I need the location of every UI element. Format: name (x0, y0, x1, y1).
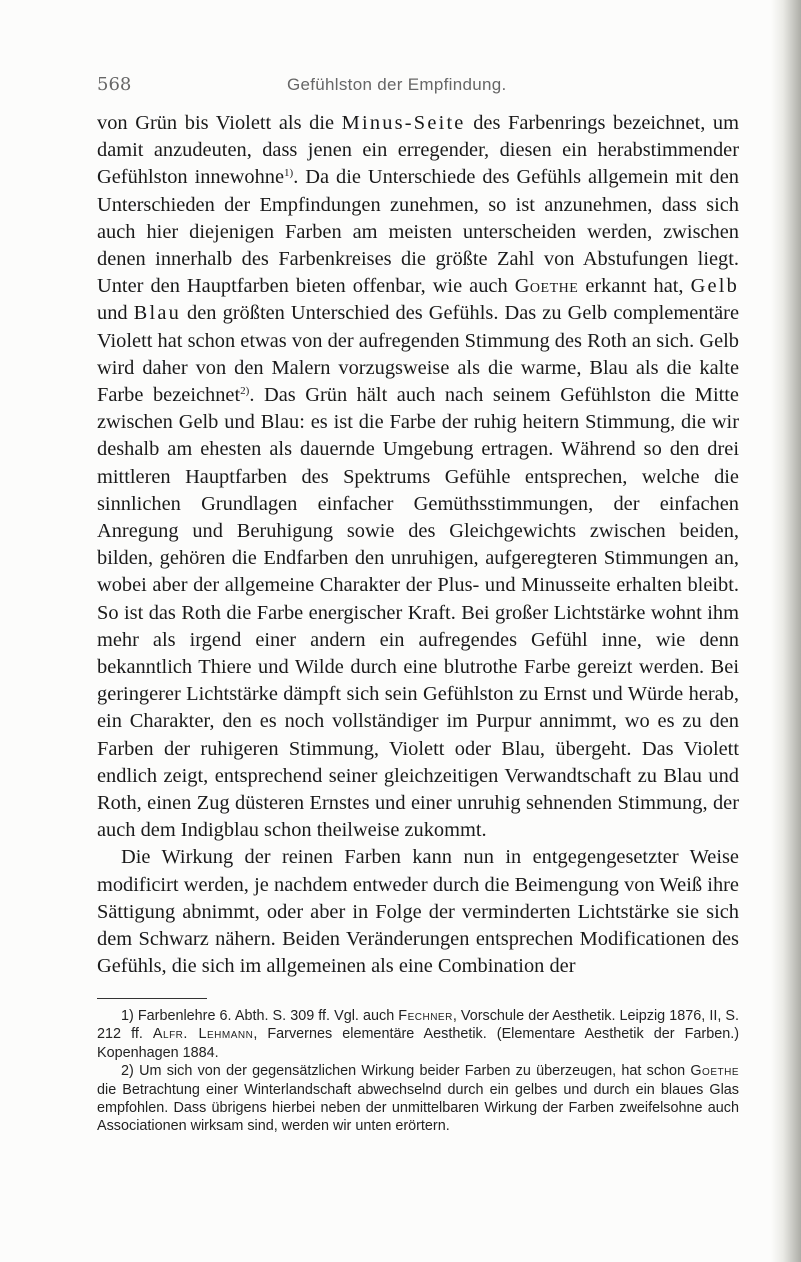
name-goethe: Goethe (514, 275, 579, 298)
text-run: Farbenlehre 6. Abth. S. 309 ff. Vgl. auch (133, 1008, 399, 1024)
footnote-2 (97, 1062, 739, 1136)
text-run: von Grün bis Violett als die (97, 112, 342, 134)
paragraph-1 (97, 110, 739, 844)
text-run: Um sich von der gegensätzlichen Wirkung beider Farben zu überzeugen, hat schon (133, 1063, 691, 1080)
text-run: , Farvernes elementäre Aesthetik. (Elementare Aesthetik der Farben.) Kopenhagen 1884. (97, 1026, 739, 1061)
text-run: des Farbenrings bezeichnet, um damit anzudeuten, dass jenen ein erregender, diesen ein herabstimmender Gefühlston innewohne (97, 112, 739, 189)
footnote-marker: 1) (121, 1008, 134, 1024)
footnotes (97, 1007, 739, 1136)
text-run: den größten Unterschied des Gefühls. Das zu Gelb complementäre Violett hat schon etwas von der aufregenden Stimmung des Roth an sich. Gelb wird daher von den Malern vorzugsweise als die warme, Blau als die kalte Farbe bezeichnet (97, 302, 740, 407)
name-goethe: Goethe (690, 1063, 739, 1080)
running-header (97, 74, 737, 98)
name-fechner: Fechner (398, 1008, 453, 1024)
emphasis-gelb: Gelb (690, 275, 739, 298)
footnote-marker: 2) (121, 1063, 134, 1080)
text-run: . Das Grün hält auch nach seinem Gefühlston die Mitte zwischen Gelb und Blau: es ist die Farbe der ruhig heitern Stimmung, die wir deshalb am ehesten als dauernde Umgebung ertragen. Während so den drei mittleren Hauptfarben des Spektrums Gefühle entsprechen, welche die sinnlichen Grundlagen einfacher Gemüthsstimmungen, der einfachen Anregung und Beruhigung sowie des Gleichgewichts zwischen beiden, bilden, gehören die Endfarben den unruhigen, aufgeregteren Stimmungen an, wobei aber der allgemeine Charakter der Plus- und Minusseite erhalten bleibt. So ist das Roth die Farbe energischer Kraft. Bei großer Lichtstärke wohnt ihm mehr als irgend einer andern ein aufregendes Gefühl inne, wie denn bekanntlich Thiere und Wilde durch eine blutrothe Farbe gereizt werden. Bei geringerer Lichtstärke dämpft sich sein Gefühlston zu Ernst und Würde herab, ein Charakter, den es noch vollständiger im Purpur annimmt, wo es zu den Farben der ruhigeren Stimmung, Violett oder Blau, übergeht. Das Violett endlich zeigt, entsprechend seiner gleichzeitigen Verwandtschaft zu Blau und Roth, einen Zug düsteren Ernstes und einer unruhig sehnenden Stimmung, der auch dem Indigblau schon theilweise zukommt. (97, 384, 739, 842)
page-number: 568 (97, 74, 132, 95)
text-run: erkannt hat, (578, 275, 691, 298)
text-run: . Da die Unterschiede des Gefühls allgemein mit den Unterschieden der Empfindungen zunehmen, so ist anzunehmen, dass sich auch hier diejenigen Farben am meisten unterscheiden werden, zwischen denen innerhalb des Farbenkreises die größte Zahl von Abstufungen liegt. Unter den Hauptfarben bieten offenbar, wie auch (97, 166, 739, 298)
emphasis-blau: Blau (133, 302, 181, 325)
text-run: die Betrachtung einer Winterlandschaft abwechselnd durch ein gelbes und durch ein blaues Glas empfohlen. Dass übrigens hierbei neben der unmittelbaren Wirkung der Farben zweifelsohne auch Associationen wirksam sind, werden wir unten erörtern. (97, 1081, 739, 1135)
text-run: , Vorschule der Aesthetik. Leipzig 1876, II, S. 212 ff. (97, 1008, 740, 1043)
footnote-1 (97, 1007, 739, 1062)
name-lehmann: Alfr. Lehmann (152, 1026, 254, 1043)
page-edge-shadow (771, 0, 801, 1262)
text-run: und (97, 302, 134, 325)
emphasis-minus-seite: Minus-Seite (341, 112, 466, 134)
main-text (97, 110, 739, 981)
footnote-ref-2: 2) (240, 385, 250, 398)
running-title: Gefühlston der Empfindung. (287, 75, 507, 94)
paragraph-2: Die Wirkung der reinen Farben kann nun in entgegengesetzter Weise modificirt werden, je nachdem entweder durch die Beimengung von Weiß ihre Sättigung abnimmt, oder aber in Folge der verminderten Lichtstärke sie sich dem Schwarz nähern. Beiden Veränderungen entsprechen Modificationen des Gefühls, die sich im allgemeinen als eine Combination der (97, 846, 739, 978)
footnote-separator (97, 998, 207, 999)
footnote-ref-1: 1) (284, 167, 294, 180)
